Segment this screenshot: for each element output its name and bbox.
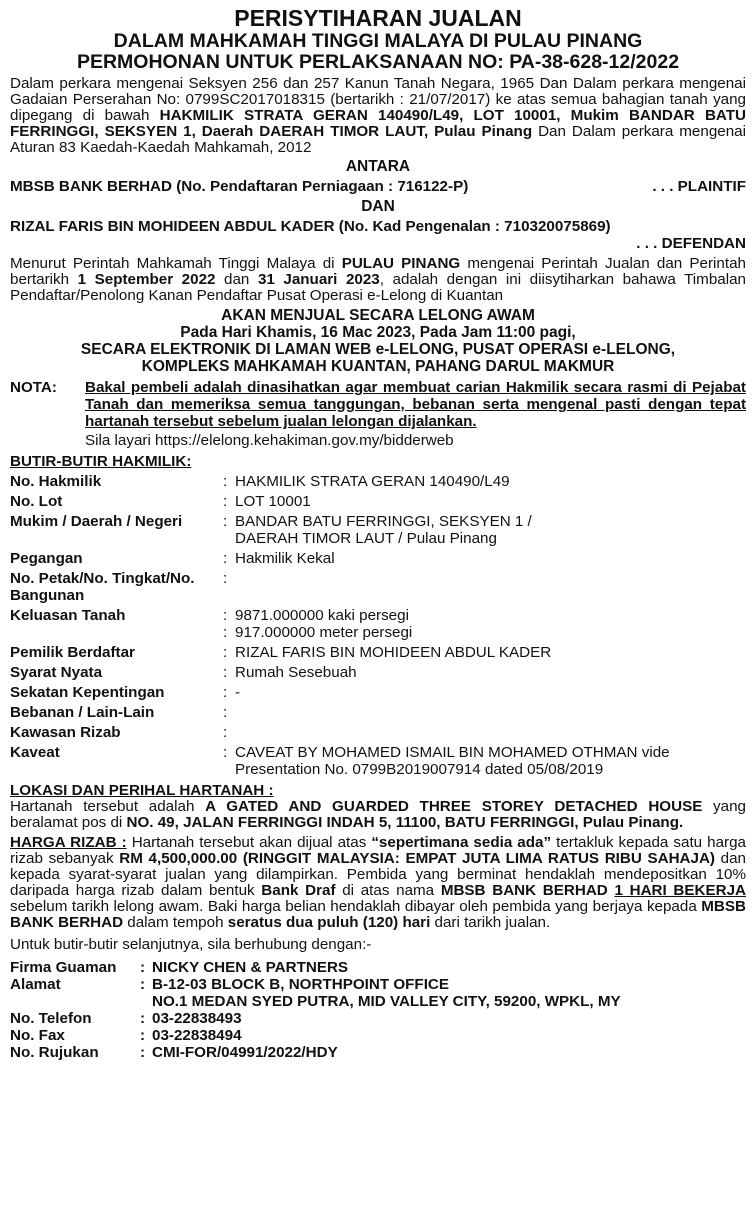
butir-colon: : [223, 570, 228, 587]
rujukan-row: No. Rujukan : CMI-FOR/04991/2022/HDY [10, 1044, 338, 1061]
lokasi-heading: LOKASI DAN PERIHAL HARTANAH : [10, 782, 274, 799]
butir-colon: : : [223, 607, 228, 641]
harga-label: HARGA RIZAB : [10, 834, 127, 851]
elelong-link[interactable]: Sila layari https://elelong.kehakiman.gov.my/bidderweb [85, 432, 454, 449]
butir-colon: : [223, 493, 228, 510]
defendant-line: RIZAL FARIS BIN MOHIDEEN ABDUL KADER (No. Kad Pengenalan : 710320075869) [10, 218, 611, 235]
butir-value: Rumah Sesebuah [235, 664, 357, 681]
butir-key: Sekatan Kepentingan [10, 684, 165, 701]
butir-value: BANDAR BATU FERRINGGI, SEKSYEN 1 / DAERAH TIMOR LAUT / Pulau Pinang [235, 513, 532, 547]
butir-row [10, 493, 746, 510]
contact-intro: Untuk butir-butir selanjutnya, sila berhubung dengan:- [10, 936, 372, 953]
telefon-row: No. Telefon : 03-22838493 [10, 1010, 242, 1027]
butir-key: Keluasan Tanah [10, 607, 126, 624]
alamat-row: Alamat : B-12-03 BLOCK B, NORTHPOINT OFFICE [10, 976, 450, 993]
butir-colon: : [223, 704, 228, 721]
court-name: DALAM MAHKAMAH TINGGI MALAYA DI PULAU PINANG [113, 30, 643, 52]
butir-row [10, 684, 746, 701]
butir-row [10, 550, 746, 567]
butir-row [10, 473, 746, 490]
plaintiff-line: MBSB BANK BERHAD (No. Pendaftaran Perniagaan : 716122-P) . . . PLAINTIF [10, 178, 746, 195]
butir-value: HAKMILIK STRATA GERAN 140490/L49 [235, 473, 510, 490]
fax-row: No. Fax : 03-22838494 [10, 1027, 242, 1044]
auction-block: AKAN MENJUAL SECARA LELONG AWAM Pada Hari Khamis, 16 Mac 2023, Pada Jam 11:00 pagi, SECARA ELEKTRONIK DI LAMAN WEB e-LELONG, PUSAT OPERASI e-LELONG, KOMPLEKS MAHKAMAH KUANTAN, PAHANG DARUL MAKMUR [80, 307, 676, 375]
butir-row [10, 607, 746, 641]
antara-label: ANTARA [345, 158, 411, 175]
butir-row [10, 724, 746, 741]
butir-colon: : [223, 744, 228, 761]
butir-colon: : [223, 644, 228, 661]
butir-colon: : [223, 664, 228, 681]
butir-value [235, 704, 746, 721]
nota-block [10, 379, 746, 430]
butir-colon: : [223, 513, 228, 530]
butir-key: No. Hakmilik [10, 473, 102, 490]
lokasi-paragraph: Hartanah tersebut adalah A GATED AND GUARDED THREE STOREY DETACHED HOUSE yang beralamat pos di NO. 49, JALAN FERRINGGI INDAH 5, 11100, BATU FERRINGGI, Pulau Pinang. [10, 798, 746, 831]
order-paragraph: Menurut Perintah Mahkamah Tinggi Malaya di PULAU PINANG mengenai Perintah Jualan dan Perintah bertarikh 1 September 2022 dan 31 Januari 2023, adalah dengan ini diisytiharkan bahawa Timbalan Pendaftar/Penolong Kanan Pendaftar Pusat Operasi e-Lelong di Kuantan [10, 255, 746, 304]
butir-value: Hakmilik Kekal [235, 550, 335, 567]
harga-paragraph: HARGA RIZAB : Hartanah tersebut akan dijual atas “sepertimana sedia ada” tertakluk kepada satu harga rizab sebanyak RM 4,500,000.00 (RINGGIT MALAYSIA: EMPAT JUTA LIMA RATUS RIBU SAHAJA) dan kepada syarat-syarat jualan yang dilampirkan. Pembida yang berminat hendaklah mendepositkan 10% daripada harga rizab dalam bentuk Bank Draf di atas nama MBSB BANK BERHAD 1 HARI BEKERJA sebelum tarikh lelong awam. Baki harga belian hendaklah dibayar oleh pembida yang berjaya kepada MBSB BANK BERHAD dalam tempoh seratus dua puluh (120) hari dari tarikh jualan. [10, 834, 746, 931]
butir-key: No. Lot [10, 493, 63, 510]
butir-value: 9871.000000 kaki persegi 917.000000 meter persegi [235, 607, 413, 641]
butir-key: Pegangan [10, 550, 83, 567]
butir-colon: : [223, 473, 228, 490]
proclamation-title: PERISYTIHARAN JUALAN [234, 5, 522, 31]
intro-paragraph: Dalam perkara mengenai Seksyen 256 dan 257 Kanun Tanah Negara, 1965 Dan Dalam perkara mengenai Gadaian Perserahan No: 0799SC2017018315 (bertarikh : 21/07/2017) ke atas semua bahagian tanah yang dipegang di bawah HAKMILIK STRATA GERAN 140490/L49, LOT 10001, Mukim BANDAR BATU FERRINGGI, SEKSYEN 1, Daerah DAERAH TIMOR LAUT, Pulau Pinang Dan Dalam perkara mengenai Aturan 83 Kaedah-Kaedah Mahkamah, 2012 [10, 75, 746, 156]
contact-block [10, 959, 746, 1061]
butir-key: Bebanan / Lain-Lain [10, 704, 155, 721]
butir-heading: BUTIR-BUTIR HAKMILIK: [10, 453, 192, 470]
butir-key: Pemilik Berdaftar [10, 644, 135, 661]
butir-value [235, 570, 746, 604]
butir-row [10, 570, 746, 604]
butir-key: Kawasan Rizab [10, 724, 121, 741]
butir-colon: : [223, 724, 228, 741]
butir-key: Syarat Nyata [10, 664, 103, 681]
butir-row [10, 644, 746, 661]
butir-table [10, 473, 746, 778]
firma-row: Firma Guaman : NICKY CHEN & PARTNERS [10, 959, 349, 976]
butir-row [10, 744, 746, 778]
butir-row [10, 704, 746, 721]
butir-row [10, 513, 746, 547]
butir-value: CAVEAT BY MOHAMED ISMAIL BIN MOHAMED OTHMAN vide Presentation No. 0799B2019007914 dated 05/08/2019 [235, 744, 670, 778]
butir-value [235, 724, 746, 741]
defendant-role: . . . DEFENDAN [636, 235, 746, 252]
nota-text: Bakal pembeli adalah dinasihatkan agar membuat carian Hakmilik secara rasmi di Pejabat Tanah dan memeriksa semua tanggungan, bebanan serta mengenal pasti dengan tepat hartanah tersebut sebelum jualan lelongan dijalankan. [85, 379, 746, 430]
butir-value: - [235, 684, 241, 701]
butir-value: LOT 10001 [235, 493, 311, 510]
dan-label: DAN [361, 198, 395, 215]
alamat-row-2: NO.1 MEDAN SYED PUTRA, MID VALLEY CITY, 59200, WPKL, MY [152, 993, 621, 1010]
butir-colon: : [223, 550, 228, 567]
butir-key: Mukim / Daerah / Negeri [10, 513, 183, 530]
butir-row [10, 664, 746, 681]
butir-key: No. Petak/No. Tingkat/No. Bangunan [10, 570, 195, 604]
butir-key: Kaveat [10, 744, 60, 761]
nota-label: NOTA: [10, 379, 57, 396]
butir-colon: : [223, 684, 228, 701]
application-number: PERMOHONAN UNTUK PERLAKSANAAN NO: PA-38-628-12/2022 [76, 51, 680, 73]
butir-value: RIZAL FARIS BIN MOHIDEEN ABDUL KADER [235, 644, 552, 661]
